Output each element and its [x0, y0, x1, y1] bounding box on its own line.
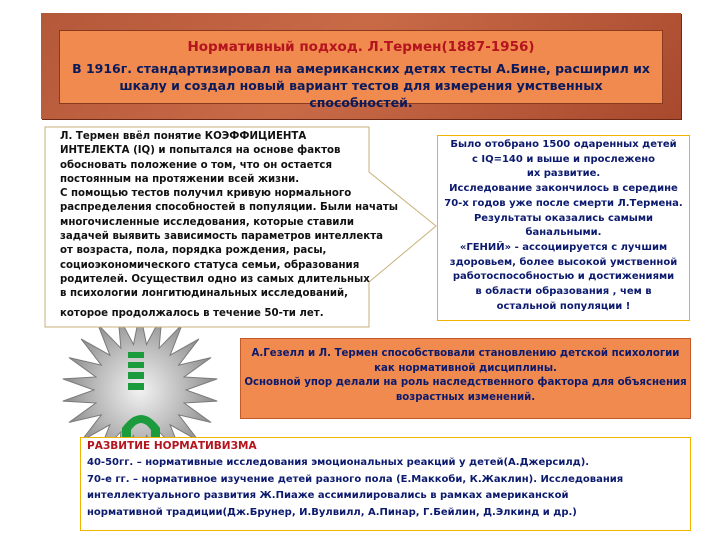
info-line: «ГЕНИЙ» - ассоциируется с лучшим: [459, 241, 668, 253]
info-line: с IQ=140 и выше и прослежено: [471, 153, 656, 165]
callout-line: социоэкономического статуса семьи, образования: [60, 259, 360, 271]
callout-line: задачей выявить зависимость параметров интеллекта: [60, 231, 384, 243]
info-line: в области образования , чем в: [475, 286, 652, 298]
callout-line: Л. Термен ввёл понятие КОЭФФИЦИЕНТА: [60, 131, 307, 142]
bottom-line: интеллектуального развития Ж.Пиаже ассимилировались в рамках американской: [87, 490, 569, 502]
callout-line: обосновать положение о том, что он остается: [60, 159, 333, 171]
info-line: банальными.: [525, 227, 602, 239]
info-line: их развитие.: [526, 168, 601, 180]
callout-line: распределения способностей в популяции. Были начаты: [60, 202, 399, 214]
callout-line: постоянным на протяжении всей жизни.: [60, 173, 300, 185]
left-callout-text: [60, 130, 420, 321]
callout-line: от возраста, пола, порядка рождения, расы,: [60, 245, 327, 257]
callout-line: в психологии лонгитюдинальных исследований,: [60, 288, 349, 300]
bottom-heading: РАЗВИТИЕ НОРМАТИВИЗМА: [87, 440, 257, 452]
info-line: 70-х годов уже после смерти Л.Термена.: [444, 197, 683, 209]
callout-line: многочисленные исследования, которые ставили: [60, 216, 355, 228]
bottom-line: 40-50гг. – нормативные исследования эмоциональных реакций у детей(А.Джерсилд).: [87, 456, 590, 468]
info-line: Результаты оказались самыми: [473, 212, 654, 224]
orange-line: возрастных изменений.: [395, 391, 536, 403]
callout-line: которое продолжалось в течение 50-ти лет.: [60, 307, 324, 319]
info-line: здоровьем, более высокой умственной: [449, 256, 678, 268]
bottom-line: 70-е гг. – нормативное изучение детей разного пола (Е.Маккоби, К.Жаклин). Исследования: [87, 473, 624, 485]
orange-line: как нормативной дисциплины.: [374, 362, 557, 374]
orange-line: Основной упор делали на роль наследственного фактора для объяснения: [244, 377, 687, 389]
info-line: Исследование закончилось в середине: [449, 183, 678, 195]
info-line: работоспособностью и достижениями: [452, 271, 675, 283]
subtitle-line: шкалу и создал новый вариант тестов для измерения умственных способностей.: [119, 78, 603, 110]
callout-line: ИНТЕЛЕКТА (IQ) и попытался на основе фактов: [60, 145, 341, 157]
page-title: Нормативный подход. Л.Термен(1887-1956): [187, 39, 535, 55]
callout-line: родителей. Осуществил одно из самых длительных: [60, 273, 370, 285]
right-info-box: [437, 135, 690, 321]
subtitle-line: В 1916г. стандартизировал на американских детях тесты А.Бине, расширил их: [72, 61, 650, 76]
info-line: Было отобрано 1500 одаренных детей: [450, 139, 677, 150]
info-line: остальной популяции !: [496, 300, 631, 312]
orange-info-box: [240, 338, 691, 419]
callout-line: С помощью тестов получил кривую нормального: [60, 188, 352, 200]
orange-line: А.Гезелл и Л. Термен способствовали становлению детской психологии: [251, 348, 680, 359]
bottom-info-box: [80, 437, 691, 531]
bottom-line: нормативной традиции(Дж.Брунер, И.Вулвилл, А.Пинар, Г.Бейлин, Д.Элкинд и др.): [87, 507, 577, 519]
